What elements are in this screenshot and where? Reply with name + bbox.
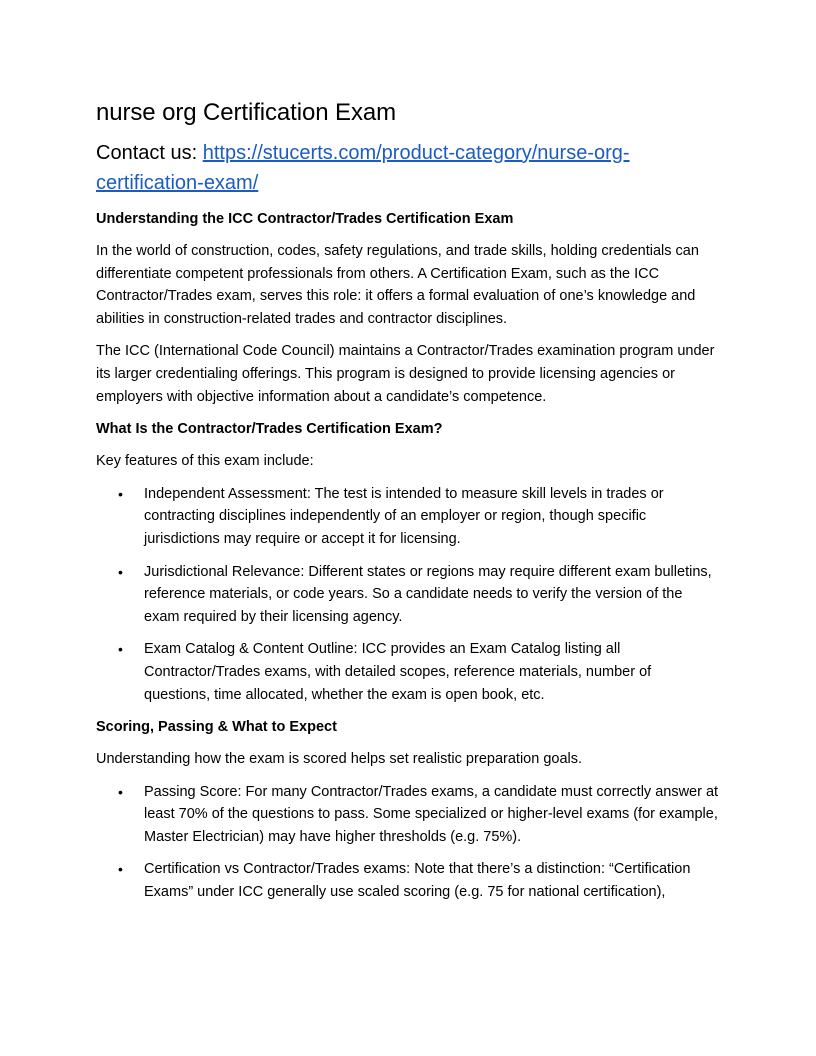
paragraph-key-features: Key features of this exam include: — [96, 453, 314, 470]
paragraph-intro-2: The ICC (International Code Council) maintains a Contractor/Trades examination program under its larger credentialing offerings. This program is designed to provide licensing agencies or employers with objective information about a candidate’s competence. — [96, 343, 715, 405]
bullet-icon: • — [118, 485, 123, 502]
list-item-text: Passing Score: For many Contractor/Trades exams, a candidate must correctly answer at least 70% of the questions to pass. Some specialized or higher-level exams (for example, Master Electrician) may have higher thresholds (e.g. 75%). — [144, 783, 719, 845]
paragraph-scoring: Understanding how the exam is scored helps set realistic preparation goals. — [96, 751, 583, 768]
bullet-icon: • — [118, 783, 123, 800]
section-heading-what-is: What Is the Contractor/Trades Certification Exam? — [96, 421, 443, 438]
list-item — [96, 483, 720, 551]
scoring-list — [96, 781, 720, 904]
list-item — [96, 561, 720, 629]
document-title: nurse org Certification Exam — [96, 99, 396, 126]
contact-prefix: Contact us: — [96, 142, 203, 164]
features-list — [96, 483, 720, 706]
list-item — [96, 781, 720, 849]
contact-line — [96, 138, 720, 198]
bullet-icon: • — [118, 641, 123, 658]
bullet-icon: • — [118, 563, 123, 580]
section-heading-understanding: Understanding the ICC Contractor/Trades Certification Exam — [96, 211, 514, 227]
list-item-text: Exam Catalog & Content Outline: ICC provides an Exam Catalog listing all Contractor/Trades exams, with detailed scopes, reference materials, number of questions, time allocated, whether the exam is open book, etc. — [144, 641, 652, 703]
document-page — [96, 96, 720, 914]
list-item-text: Certification vs Contractor/Trades exams: Note that there’s a distinction: “Certification Exams” under ICC generally use scaled scoring (e.g. 75 for national certification), — [144, 861, 691, 901]
bullet-icon: • — [118, 861, 123, 878]
list-item-text: Independent Assessment: The test is intended to measure skill levels in trades or contracting disciplines independently of an employer or region, though specific jurisdictions may require or accept it for licensing. — [144, 485, 664, 547]
list-item — [96, 858, 720, 903]
paragraph-intro-1: In the world of construction, codes, safety regulations, and trade skills, holding credentials can differentiate competent professionals from others. A Certification Exam, such as the ICC Contractor/Trades exam, serves this role: it offers a formal evaluation of one’s knowledge and abilities in construction-related trades and contractor disciplines. — [96, 243, 699, 327]
section-heading-scoring: Scoring, Passing & What to Expect — [96, 719, 337, 736]
list-item — [96, 638, 720, 706]
list-item-text: Jurisdictional Relevance: Different states or regions may require different exam bulletins, reference materials, or code years. So a candidate needs to verify the version of the exam required by their licensing agency. — [144, 563, 712, 625]
contact-link[interactable]: https://stucerts.com/product-category/nurse-org-certification-exam/ — [96, 142, 630, 194]
